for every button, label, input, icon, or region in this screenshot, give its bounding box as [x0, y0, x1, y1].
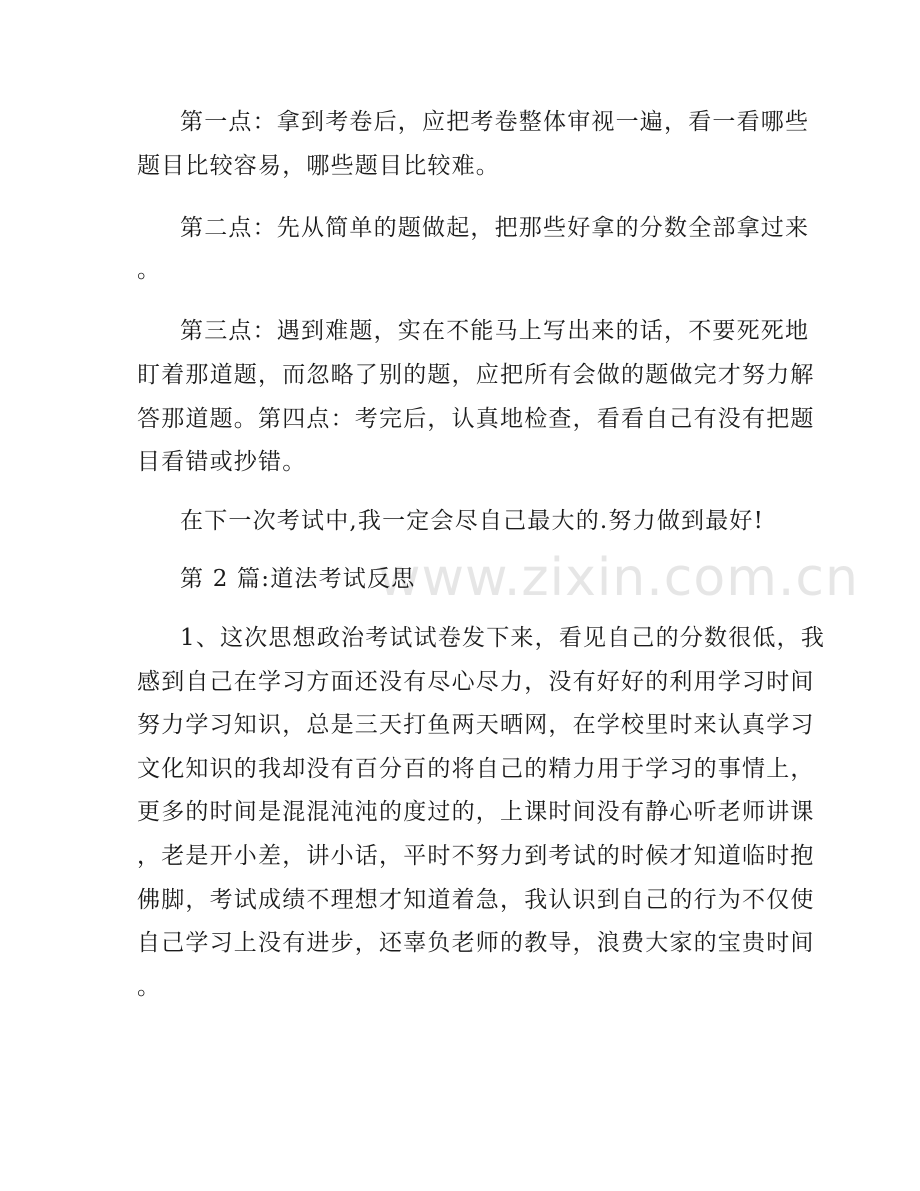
paragraph-5-line-2: 感到自己在学习方面还没有尽心尽力，没有好好的利用学习时间	[137, 669, 815, 695]
paragraph-5-line-7: 佛脚，考试成绩不理想才知道着急，我认识到自己的行为不仅使	[137, 887, 815, 913]
paragraph-4-line-1: 在下一次考试中,我一定会尽自己最大的.努力做到最好!	[180, 508, 765, 534]
paragraph-3-line-2: 盯着那道题，而忽略了别的题，应把所有会做的题做完才努力解	[137, 362, 815, 388]
paragraph-3-line-1: 第三点：遇到难题，实在不能马上写出来的话，不要死死地	[180, 318, 810, 344]
paragraph-3-line-3: 答那道题。第四点：考完后，认真地检查，看看自己有没有把题	[137, 406, 815, 432]
paragraph-2-line-1: 第二点：先从简单的题做起，把那些好拿的分数全部拿过来	[180, 215, 810, 241]
paragraph-5-line-9: 。	[137, 974, 162, 1000]
paragraph-5-line-5: 更多的时间是混混沌沌的度过的，上课时间没有静心听老师讲课	[137, 799, 815, 825]
paragraph-1-line-2: 题目比较容易，哪些题目比较难。	[137, 153, 500, 179]
paragraph-5-line-3: 努力学习知识，总是三天打鱼两天晒网，在学校里时来认真学习	[137, 712, 815, 738]
paragraph-2-line-2: 。	[137, 257, 162, 283]
paragraph-5-line-1: 1、这次思想政治考试试卷发下来，看见自己的分数很低，我	[180, 625, 826, 651]
paragraph-5-line-4: 文化知识的我却没有百分百的将自己的精力用于学习的事情上，	[137, 756, 815, 782]
paragraph-5-line-8: 自己学习上没有进步，还辜负老师的教导，浪费大家的宝贵时间	[137, 930, 815, 956]
section-heading: 第 2 篇:道法考试反思	[180, 566, 416, 592]
paragraph-5-line-6: ，老是开小差，讲小话，平时不努力到考试的时候才知道临时抱	[137, 843, 815, 869]
paragraph-1-line-1: 第一点：拿到考卷后，应把考卷整体审视一遍，看一看哪些	[180, 109, 810, 135]
watermark: www.zixin.com.cn	[378, 548, 859, 608]
paragraph-3-line-4: 目看错或抄错。	[137, 449, 307, 475]
